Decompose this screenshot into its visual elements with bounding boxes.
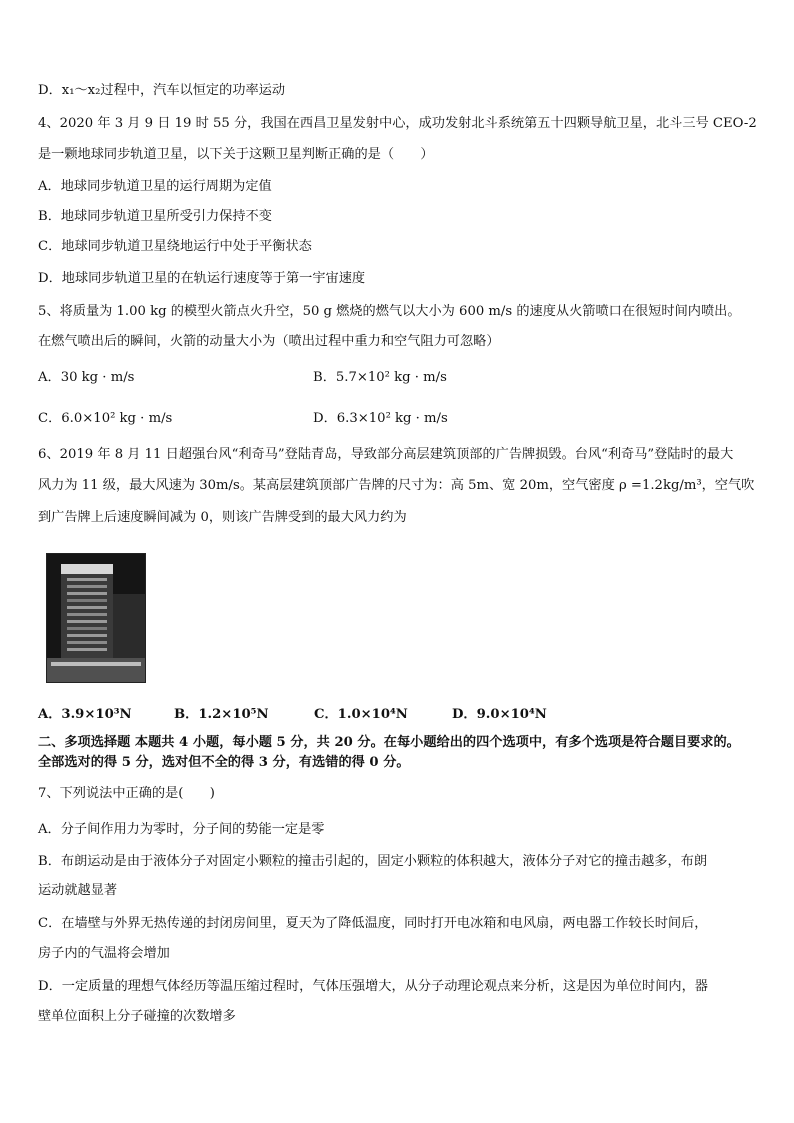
- q4-option-d: D．地球同步轨道卫星的在轨运行速度等于第一宇宙速度: [38, 271, 366, 286]
- q4-option-b: B．地球同步轨道卫星所受引力保持不变: [38, 209, 272, 224]
- q5-option-a: A．30 kg · m/s: [38, 370, 135, 385]
- q7-option-d-line2: 壁单位面积上分子碰撞的次数增多: [38, 1009, 236, 1024]
- q4-option-c: C．地球同步轨道卫星绕地运行中处于平衡状态: [38, 239, 312, 254]
- q7-option-a: A．分子间作用力为零时，分子间的势能一定是零: [38, 822, 325, 837]
- q5-option-d: D．6.3×10² kg · m/s: [313, 411, 448, 426]
- q7-option-d-line1: D．一定质量的理想气体经历等温压缩过程时，气体压强增大，从分子动理论观点来分析，这是因为单位时间内，器: [38, 979, 708, 994]
- q4-stem-line1: 4、2020 年 3 月 9 日 19 时 55 分，我国在西昌卫星发射中心，成功发射北斗系统第五十四颗导航卫星，北斗三号 CEO-2: [38, 116, 757, 131]
- q7-stem: 7、下列说法中正确的是( ): [38, 786, 215, 801]
- q4-option-a: A．地球同步轨道卫星的运行周期为定值: [38, 179, 272, 194]
- q7-option-c-line1: C．在墙壁与外界无热传递的封闭房间里，夏天为了降低温度，同时打开电冰箱和电风扇，两电器工作较长时间后，: [38, 916, 708, 931]
- q6-stem-line2: 风力为 11 级，最大风速为 30m/s。某高层建筑顶部广告牌的尺寸为：高 5m、宽 20m，空气密度 ρ =1.2kg/m³，空气吹: [38, 478, 755, 493]
- q5-option-b: B．5.7×10² kg · m/s: [313, 370, 447, 385]
- q5-stem-line1: 5、将质量为 1.00 kg 的模型火箭点火升空，50 g 燃烧的燃气以大小为 600 m/s 的速度从火箭喷口在很短时间内喷出。: [38, 304, 741, 319]
- section2-header-line2: 全部选对的得 5 分，选对但不全的得 3 分，有选错的得 0 分。: [38, 755, 410, 770]
- q6-stem-line3: 到广告牌上后速度瞬间减为 0，则该广告牌受到的最大风力约为: [38, 510, 407, 525]
- q5-option-c: C．6.0×10² kg · m/s: [38, 411, 173, 426]
- q6-stem-line1: 6、2019 年 8 月 11 日超强台风“利奇马”登陆青岛，导致部分高层建筑顶部的广告牌损毁。台风“利奇马”登陆时的最大: [38, 447, 734, 462]
- building-photo: [46, 553, 146, 683]
- q6-option-a: A．3.9×10³N: [38, 707, 132, 722]
- q6-option-d: D．9.0×10⁴N: [452, 707, 547, 722]
- q6-option-c: C．1.0×10⁴N: [314, 707, 408, 722]
- q3-option-d: D．x₁～x₂过程中，汽车以恒定的功率运动: [38, 83, 286, 98]
- q4-stem-line2: 是一颗地球同步轨道卫星，以下关于这颗卫星判断正确的是（ ）: [38, 147, 434, 162]
- building-illustration: [47, 554, 145, 682]
- q6-option-b: B．1.2×10⁵N: [174, 707, 269, 722]
- q5-stem-line2: 在燃气喷出后的瞬间，火箭的动量大小为（喷出过程中重力和空气阻力可忽略）: [38, 334, 500, 349]
- q7-option-c-line2: 房子内的气温将会增加: [38, 946, 170, 961]
- section2-header-line1: 二、多项选择题 本题共 4 小题，每小题 5 分，共 20 分。在每小题给出的四个选项中，有多个选项是符合题目要求的。: [38, 735, 740, 750]
- q7-option-b-line2: 运动就越显著: [38, 883, 118, 898]
- q7-option-b-line1: B．布朗运动是由于液体分子对固定小颗粒的撞击引起的，固定小颗粒的体积越大，液体分子对它的撞击越多，布朗: [38, 854, 708, 869]
